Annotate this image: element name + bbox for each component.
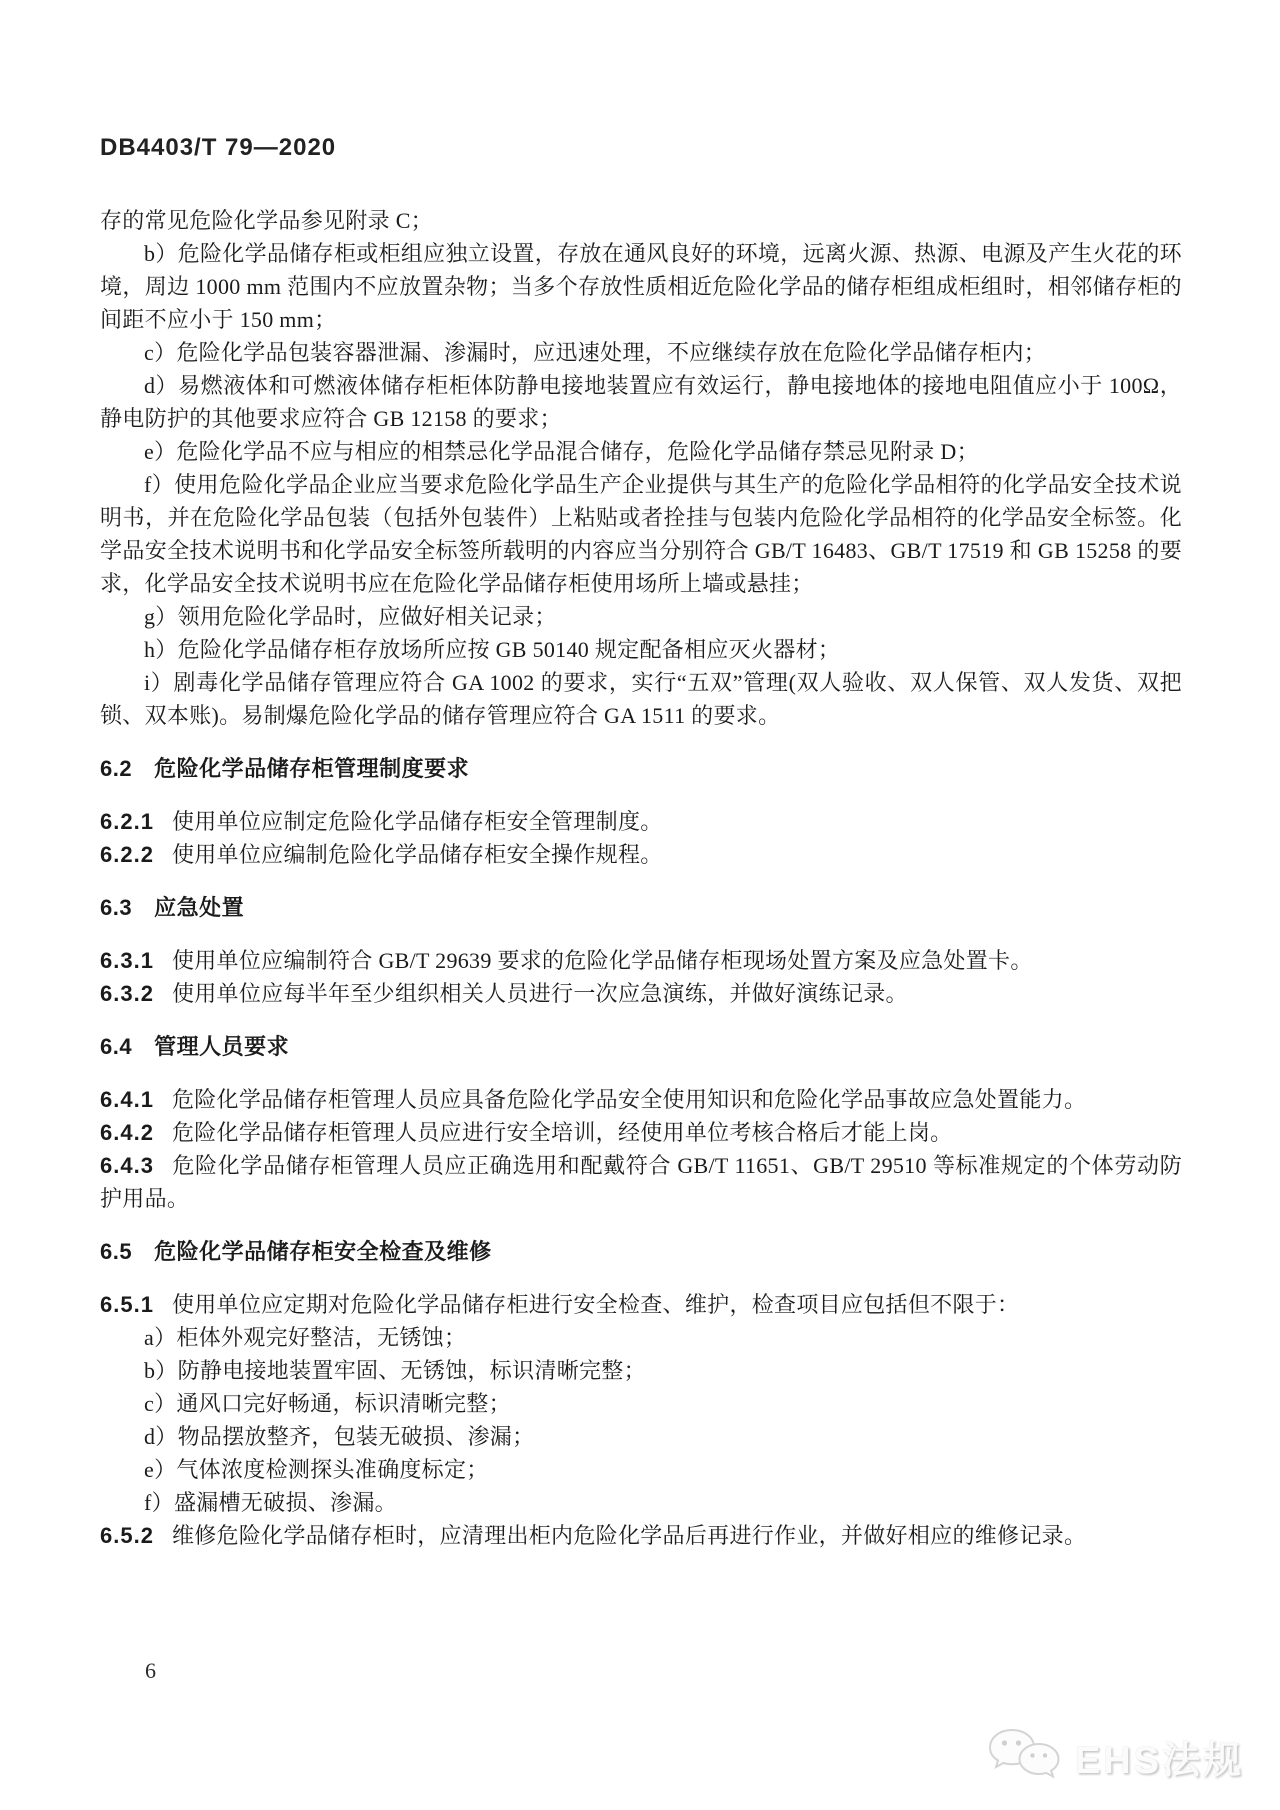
item-text: 防静电接地装置牢固、无锈蚀，标识清晰完整； — [177, 1358, 646, 1383]
section-number: 6.3 — [100, 895, 133, 920]
check-item-c — [100, 1387, 1182, 1420]
list-item-i — [100, 666, 1182, 732]
clause-text: 使用单位应每半年至少组织相关人员进行一次应急演练，并做好演练记录。 — [171, 981, 908, 1006]
item-label: d） — [144, 373, 179, 398]
item-text: 领用危险化学品时，应做好相关记录； — [177, 604, 557, 629]
item-text: 盛漏槽无破损、渗漏。 — [173, 1490, 397, 1515]
page-number: 6 — [145, 1658, 156, 1683]
item-label: c） — [144, 340, 177, 365]
item-label: e） — [144, 439, 177, 464]
clause-text: 使用单位应编制符合 GB/T 29639 要求的危险化学品储存柜现场处置方案及应急处置卡。 — [171, 948, 1033, 973]
clause-text: 使用单位应编制危险化学品储存柜安全操作规程。 — [171, 842, 663, 867]
item-text: 使用危险化学品企业应当要求危险化学品生产企业提供与其生产的危险化学品相符的化学品安全技术说明书，并在危险化学品包装（包括外包装件）上粘贴或者拴挂与包装内危险化学品相符的化学品安全标签。化学品安全技术说明书和化学品安全标签所载明的内容应当分别符合 GB/T 16483、GB/T 17519 和 GB 15258 的要求，化学品安全技术说明书应在危险化学品储存柜使用场所上墙或悬挂； — [100, 472, 1182, 596]
clause-text: 危险化学品储存柜管理人员应具备危险化学品安全使用知识和危险化学品事故应急处置能力。 — [171, 1087, 1087, 1112]
check-item-b — [100, 1354, 1182, 1387]
item-text: 气体浓度检测探头准确度标定； — [176, 1457, 489, 1482]
section-title: 危险化学品储存柜管理制度要求 — [154, 756, 470, 781]
clause-number: 6.5.2 — [100, 1523, 154, 1548]
section-number: 6.5 — [100, 1239, 133, 1264]
list-item-b — [100, 237, 1182, 336]
clause-6-4-3 — [100, 1149, 1182, 1215]
clause-number: 6.3.1 — [100, 948, 154, 973]
clause-6-5-1 — [100, 1288, 1182, 1321]
clause-6-4-1 — [100, 1083, 1182, 1116]
check-item-e — [100, 1453, 1182, 1486]
section-title: 危险化学品储存柜安全检查及维修 — [154, 1239, 492, 1264]
section-heading-6-5 — [100, 1235, 1182, 1268]
list-item-g — [100, 600, 1182, 633]
item-label: h） — [144, 637, 178, 662]
item-text: 通风口完好畅通，标识清晰完整； — [176, 1391, 511, 1416]
item-label: c） — [144, 1391, 177, 1416]
clause-number: 6.4.2 — [100, 1120, 154, 1145]
item-label: b） — [144, 1358, 178, 1383]
page-content — [100, 0, 1182, 1552]
clause-text: 使用单位应制定危险化学品储存柜安全管理制度。 — [171, 809, 663, 834]
item-label: d） — [144, 1424, 178, 1449]
item-label: f） — [144, 1490, 174, 1515]
clause-text: 危险化学品储存柜管理人员应正确选用和配戴符合 GB/T 11651、GB/T 29510 等标准规定的个体劳动防护用品。 — [100, 1153, 1182, 1211]
clause-number: 6.2.2 — [100, 842, 154, 867]
check-item-d — [100, 1420, 1182, 1453]
list-item-e — [100, 435, 1182, 468]
item-text: 危险化学品储存柜或柜组应独立设置，存放在通风良好的环境，远离火源、热源、电源及产生火花的环境，周边 1000 mm 范围内不应放置杂物；当多个存放性质相近危险化学品的储存柜组成柜组时，相邻储存柜的间距不应小于 150 mm； — [100, 241, 1182, 332]
clause-6-3-2 — [100, 977, 1182, 1010]
item-label: i） — [144, 670, 174, 695]
clause-number: 6.4.3 — [100, 1153, 154, 1178]
section-heading-6-3 — [100, 891, 1182, 924]
item-text: 物品摆放整齐，包装无破损、渗漏； — [177, 1424, 535, 1449]
clause-6-3-1 — [100, 944, 1182, 977]
clause-number: 6.2.1 — [100, 809, 154, 834]
clause-number: 6.3.2 — [100, 981, 154, 1006]
watermark — [987, 1726, 1244, 1786]
section-number: 6.4 — [100, 1034, 133, 1059]
section-heading-6-2 — [100, 752, 1182, 785]
item-text: 易燃液体和可燃液体储存柜柜体防静电接地装置应有效运行，静电接地体的接地电阻值应小于 100Ω，静电防护的其他要求应符合 GB 12158 的要求； — [100, 373, 1182, 431]
section-number: 6.2 — [100, 756, 133, 781]
paragraph-continuation: 存的常见危险化学品参见附录 C； — [100, 208, 433, 233]
clause-6-2-1 — [100, 805, 1182, 838]
item-label: e） — [144, 1457, 177, 1482]
item-text: 剧毒化学品储存管理应符合 GA 1002 的要求，实行“五双”管理(双人验收、双人保管、双人发货、双把锁、双本账)。易制爆危险化学品的储存管理应符合 GA 1511 的要求。 — [100, 670, 1182, 728]
item-text: 危险化学品不应与相应的相禁忌化学品混合储存，危险化学品储存禁忌见附录 D； — [176, 439, 979, 464]
watermark-label: EHS法规 — [1074, 1739, 1244, 1782]
section-title: 应急处置 — [154, 895, 245, 920]
check-item-f — [100, 1486, 1182, 1519]
doc-code: DB4403/T 79—2020 — [100, 134, 337, 161]
clause-text: 使用单位应定期对危险化学品储存柜进行安全检查、维护，检查项目应包括但不限于： — [171, 1292, 1020, 1317]
item-label: f） — [144, 472, 175, 497]
wechat-icon — [987, 1726, 1065, 1786]
clause-number: 6.4.1 — [100, 1087, 154, 1112]
item-label: g） — [144, 604, 178, 629]
list-item-f — [100, 468, 1182, 600]
section-heading-6-4 — [100, 1030, 1182, 1063]
list-item-h — [100, 633, 1182, 666]
section-title: 管理人员要求 — [154, 1034, 290, 1059]
item-label: b） — [144, 241, 178, 266]
clause-6-4-2 — [100, 1116, 1182, 1149]
item-text: 危险化学品包装容器泄漏、渗漏时，应迅速处理，不应继续存放在危险化学品储存柜内； — [176, 340, 1047, 365]
item-text: 危险化学品储存柜存放场所应按 GB 50140 规定配备相应灭火器材； — [177, 637, 841, 662]
clause-6-5-2 — [100, 1519, 1182, 1552]
item-label: a） — [144, 1325, 177, 1350]
body-text — [100, 204, 1182, 1552]
clause-text: 危险化学品储存柜管理人员应进行安全培训，经使用单位考核合格后才能上岗。 — [171, 1120, 953, 1145]
clause-6-2-2 — [100, 838, 1182, 871]
item-text: 柜体外观完好整洁，无锈蚀； — [176, 1325, 467, 1350]
clause-number: 6.5.1 — [100, 1292, 154, 1317]
clause-text: 维修危险化学品储存柜时，应清理出柜内危险化学品后再进行作业，并做好相应的维修记录。 — [171, 1523, 1087, 1548]
check-item-a — [100, 1321, 1182, 1354]
list-item-d — [100, 369, 1182, 435]
list-item-c — [100, 336, 1182, 369]
